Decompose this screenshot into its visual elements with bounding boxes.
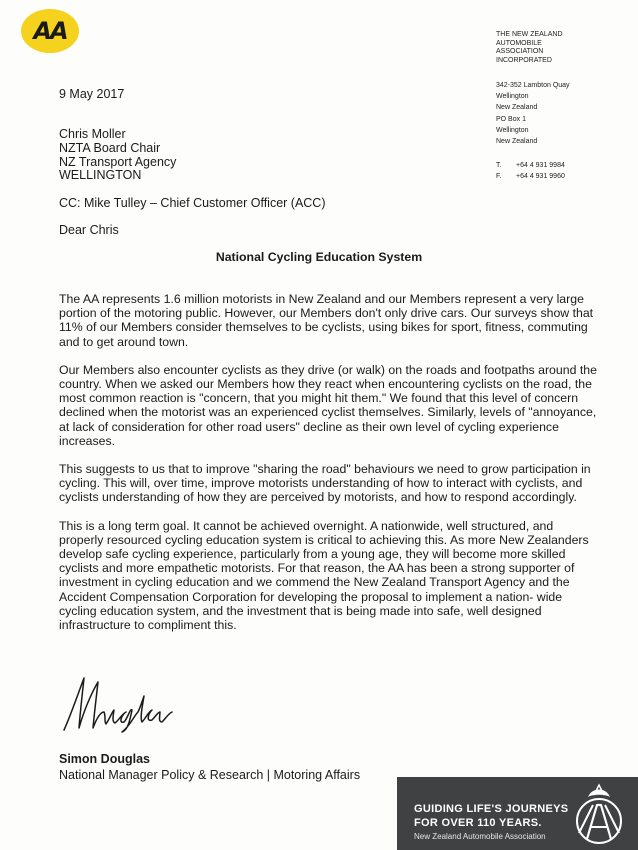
recipient-line: NZTA Board Chair xyxy=(59,140,161,155)
letter-date: 9 May 2017 xyxy=(59,87,125,101)
cc-line: CC: Mike Tulley – Chief Customer Officer (ACC) xyxy=(59,196,326,210)
organization-name xyxy=(496,31,626,65)
recipient-line: NZ Transport Agency xyxy=(59,154,177,169)
letter-subject: National Cycling Education System xyxy=(215,250,423,264)
signer-name: Simon Douglas xyxy=(59,752,150,766)
address-line: Wellington xyxy=(496,126,529,134)
address-line: New Zealand xyxy=(496,104,538,112)
org-name-line: INCORPORATED xyxy=(496,56,552,64)
org-name-line: ASSOCIATION xyxy=(496,48,544,55)
banner-line-1: GUIDING LIFE'S JOURNEYS xyxy=(414,803,569,815)
phone-row xyxy=(496,160,565,171)
organization-address xyxy=(496,80,570,147)
signer-title: National Manager Policy & Research | Motoring Affairs xyxy=(59,768,361,782)
body-paragraph: Our Members also encounter cyclists as they drive (or walk) on the roads and footpaths around the country. When we asked our Members how they react when encountering cyclists on the road, the most common reaction is "concern, that you might hit them." We found that this level of concern declined when the motorist was an experienced cyclist themselves. Similarly, levels of "annoyance, at lack of consideration for other road users" decline as their own level of cycling experience increases. xyxy=(59,362,597,448)
body-paragraph: This suggests to us that to improve "sharing the road" behaviours we need to grow participation in cycling. This will, over time, improve motorists understanding of how to interact with cyclists, and cyclists understanding of how they are perceived by motorists, and how to respond accordingly. xyxy=(59,462,591,505)
body-paragraph: The AA represents 1.6 million motorists in New Zealand and our Members represent a very large portion of the motoring public. However, our Members don't only drive cars. Our surveys show that 11% of our Members consider themselves to be cyclists, using bikes for sport, fitness, commuting and to get around town. xyxy=(59,292,594,349)
address-line: PO Box 1 xyxy=(496,115,526,123)
fax-number: +64 4 931 9960 xyxy=(516,173,565,180)
salutation: Dear Chris xyxy=(59,223,119,237)
handwritten-signature xyxy=(60,672,200,734)
fax-label: F. xyxy=(496,173,502,180)
recipient-line: WELLINGTON xyxy=(59,168,142,183)
recipient-block xyxy=(59,128,176,183)
banner-line-2: FOR OVER 110 YEARS. xyxy=(414,817,542,829)
banner-line-3: New Zealand Automobile Association xyxy=(414,832,546,841)
recipient-line: Chris Moller xyxy=(59,127,126,141)
address-line: 342-352 Lambton Quay xyxy=(496,82,570,89)
fax-row xyxy=(496,171,565,182)
address-line: Wellington xyxy=(496,93,529,101)
phone-number: +64 4 931 9984 xyxy=(516,162,565,169)
address-line: New Zealand xyxy=(496,138,538,146)
aa-crest-icon xyxy=(566,781,632,847)
org-name-line: THE NEW ZEALAND xyxy=(496,31,563,38)
org-name-line: AUTOMOBILE xyxy=(496,39,542,47)
phone-label: T. xyxy=(496,162,502,169)
body-paragraph: This is a long term goal. It cannot be achieved overnight. A nationwide, well structured, and properly resourced cycling education system is critical to achieving this. As more New Zealanders develop safe cycling experience, particularly from a young age, they will become more skilled cyclists and more empathetic motorists. For that reason, the AA has been a strong supporter of investment in cycling education and we commend the New Zealand Transport Agency and the Accident Compensation Corporation for developing the proposal to implement a nation- wide cycling education system, and the investment that is being made into safe, well designed infrastructure to compliment this. xyxy=(59,518,589,633)
contact-numbers xyxy=(496,160,565,182)
letter-body xyxy=(59,292,599,646)
aa-logo: AA xyxy=(21,9,79,53)
